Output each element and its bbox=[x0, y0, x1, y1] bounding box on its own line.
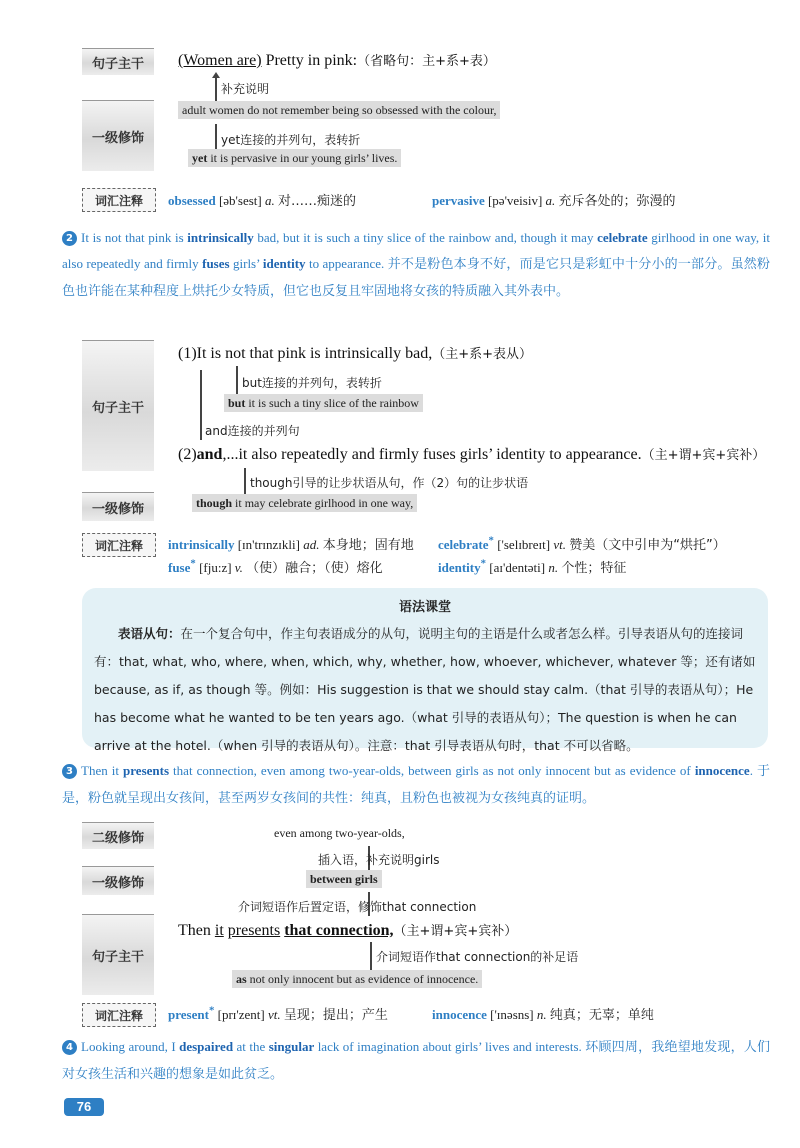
level2-modifier: even among two-year-olds, bbox=[274, 826, 405, 840]
level2-modifier-label: 二级修饰 bbox=[82, 822, 154, 849]
core-note: （省略句：主+系+表） bbox=[357, 54, 496, 69]
vocab-item: pervasive [pə'veisiv] a. 充斥各处的；弥漫的 bbox=[432, 193, 676, 209]
connector-line bbox=[370, 942, 372, 970]
page-number: 76 bbox=[64, 1098, 104, 1116]
insert-note: 插入语，补充说明girls bbox=[318, 853, 440, 867]
sentence-core-label: 句子主干 bbox=[82, 340, 154, 471]
level1-modifier-label: 一级修饰 bbox=[82, 492, 154, 521]
vocab-item: present* [prɪ'zent] vt. 呈现；提出；产生 bbox=[168, 1004, 388, 1023]
sentence-core-label: 句子主干 bbox=[82, 48, 154, 75]
vocab-item: intrinsically [ɪn'trɪnzɪkli] ad. 本身地；固有地 bbox=[168, 537, 414, 553]
complement-note: 介词短语作that connection的补足语 bbox=[376, 950, 579, 964]
paragraph-3: 3 Then it presents that connection, even among two-year-olds, between girls as not only innocent but as evidence of innocence. 于是，粉色就呈现出女孩间，甚至两岁女孩间的共性：纯真，且粉色也被视为女孩纯真的证明。 bbox=[62, 763, 771, 806]
level1-modifier-label: 一级修饰 bbox=[82, 100, 154, 171]
core-bracket-subject: (Women are) bbox=[178, 52, 262, 69]
vocab-label: 词汇注释 bbox=[82, 1003, 156, 1027]
though-note: though引导的让步状语从句，作（2）句的让步状语 bbox=[250, 476, 529, 490]
connector-line bbox=[215, 74, 217, 104]
core-predicate: Pretty in pink: bbox=[261, 52, 358, 69]
vocab-label: 词汇注释 bbox=[82, 188, 156, 212]
paragraph-4: 4 Looking around, I despaired at the singular lack of imagination about girls’ lives and interests. 环顾四周，我绝望地发现，人们对女孩生活和兴趣的想象是如此贫乏。 bbox=[62, 1039, 770, 1082]
core-sentence-3: Then it presents that connection,（主+谓+宾+宾补） bbox=[178, 922, 518, 939]
yet-note: yet连接的并列句，表转折 bbox=[221, 133, 361, 147]
grammar-title: 语法课堂 bbox=[398, 600, 451, 615]
connector-line bbox=[244, 468, 246, 494]
modifier-line: adult women do not remember being so obsessed with the colour, bbox=[178, 103, 500, 118]
supplement-note: 补充说明 bbox=[221, 82, 270, 96]
but-clause: but it is such a tiny slice of the rainbow bbox=[224, 396, 423, 411]
vocab-item: celebrate* ['selɪbreɪt] vt. 赞美（文中引申为“烘托”） bbox=[438, 534, 726, 553]
sentence-core-label: 句子主干 bbox=[82, 914, 154, 995]
vocab-item: innocence ['ɪnəsns] n. 纯真；无辜；单纯 bbox=[432, 1007, 654, 1023]
and-note: and连接的并列句 bbox=[205, 424, 300, 438]
grammar-body: 表语从句：在一个复合句中，作主句表语成分的从句，说明主句的主语是什么或者怎么样。引导表语从句的连接词有：that, what, who, where, when, which, why, whether, how, whoever, whichever, whatever 等；还有诸如 because, as if, as though 等。例如：His suggestion is that we should stay calm.（that 引导的表语从句）；He has become what he wanted to be ten years ago.（what 引导的表语从句）；The question is when he can arrive at the hotel.（when 引导的表语从句）。注意：that 引导表语从句时，that 不可以省略。 bbox=[94, 626, 756, 753]
core-sentence-1 bbox=[178, 50, 496, 70]
vocab-item: identity* [aɪ'dentəti] n. 个性；特征 bbox=[438, 557, 627, 576]
connector-line bbox=[236, 366, 238, 396]
yet-clause: yet it is pervasive in our young girls’ lives. bbox=[188, 151, 401, 166]
level1-modifier-label: 一级修饰 bbox=[82, 866, 154, 895]
prep-note: 介词短语作后置定语，修饰that connection bbox=[238, 900, 477, 914]
paragraph-2: 2 It is not that pink is intrinsically bad, but it is such a tiny slice of the rainbow and, though it may celebrate girlhood in one way, it also repeatedly and firmly fuses girls’ identity to appearance. 并不是粉色本身不好，而是它只是彩虹中十分小的一部分。虽然粉色也许能在某种程度上烘托少女特质，但它也反复且牢固地将女孩的特质融入其外表中。 bbox=[62, 230, 770, 299]
core-sentence-2a: (1)It is not that pink is intrinsically bad,（主+系+表从） bbox=[178, 345, 532, 362]
vocab-label: 词汇注释 bbox=[82, 533, 156, 557]
grammar-lesson-box bbox=[82, 588, 768, 753]
connector-line bbox=[200, 370, 202, 440]
vocab-item: fuse* [fju:z] v. （使）融合；（使）熔化 bbox=[168, 557, 383, 576]
as-clause: as not only innocent but as evidence of innocence. bbox=[232, 972, 482, 987]
but-note: but连接的并列句，表转折 bbox=[242, 376, 382, 390]
core-sentence-2b: (2)and,...it also repeatedly and firmly fuses girls’ identity to appearance.（主+谓+宾+宾补） bbox=[178, 446, 766, 463]
between-phrase: between girls bbox=[306, 872, 382, 887]
though-clause: though it may celebrate girlhood in one way, bbox=[192, 496, 417, 511]
vocab-item: obsessed [əb'sest] a. 对……痴迷的 bbox=[168, 193, 356, 209]
